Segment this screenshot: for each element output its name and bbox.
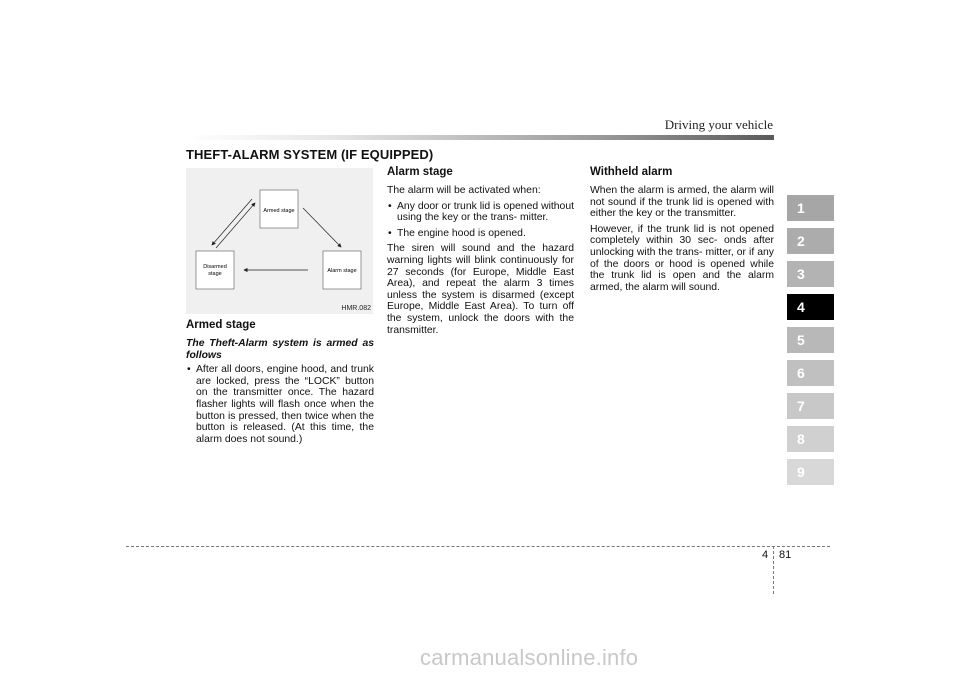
alarm-stage-heading: Alarm stage [387,166,453,178]
footer-chapter-number: 4 [762,549,769,561]
armed-stage-list [186,364,374,445]
chapter-tab-7[interactable]: 7 [787,393,834,419]
header-rule [186,135,774,140]
alarm-stage-diagram [186,168,373,314]
withheld-alarm-heading: Withheld alarm [590,166,673,178]
footer-divider [773,546,774,594]
arrow-disarmed-to-armed [216,203,255,248]
alarm-stage-list [387,201,574,240]
withheld-alarm-column [590,165,774,297]
chapter-tab-9[interactable]: 9 [787,459,834,485]
arrow-armed-to-disarmed [212,199,252,245]
alarm-stage-body: The siren will sound and the hazard warning lights will blink continuously for 27 seconds (for Europe, Middle East Area), and repeat the alarm 3 times unless the system is disarmed (except Europe, Middle East Area). To turn off the system, unlock the doors with the transmitter. [387,243,574,336]
armed-stage-column [186,318,374,449]
alarm-stage-label: Alarm stage [327,268,357,274]
footer-rule [126,546,830,547]
list-item: • After all doors, engine hood, and trunk are locked, press the “LOCK” button on the transmitter once. The hazard flasher lights will flash once when the button is pressed, then twice when the button is released. (At this time, the alarm does not sound.) [186,364,374,445]
chapter-tab-4-active[interactable]: 4 [787,294,834,320]
list-item: • The engine hood is opened. [387,228,574,240]
arrow-armed-to-alarm [303,208,341,247]
chapter-tab-8[interactable]: 8 [787,426,834,452]
chapter-tab-2[interactable]: 2 [787,228,834,254]
withheld-alarm-paragraph-2: However, if the trunk lid is not opened completely within 30 sec- onds after unlocking with the trans- mitter, or if any of the doors or hood is opened while the trunk lid is open and the alarm armed, the alarm will sound. [590,223,774,293]
disarmed-stage-label-2: stage [208,271,222,277]
footer-page-number: 81 [779,549,792,561]
armed-stage-label: Armed stage [263,208,295,214]
chapter-tab-1[interactable]: 1 [787,195,834,221]
armed-stage-heading: Armed stage [186,319,256,331]
watermark: carmanualsonline.info [420,645,639,670]
withheld-alarm-paragraph-1: When the alarm is armed, the alarm will not sound if the trunk lid is opened with either the key or the transmitter. [590,185,774,220]
section-title: THEFT-ALARM SYSTEM (IF EQUIPPED) [186,147,434,162]
diagram-graphic [186,168,373,314]
chapter-tab-3[interactable]: 3 [787,261,834,287]
chapter-tabs [787,195,834,492]
alarm-stage-intro: The alarm will be activated when: [387,185,541,196]
running-header: Driving your vehicle [664,117,773,132]
armed-stage-subheading: The Theft-Alarm system is armed as follows [186,338,374,361]
chapter-tab-6[interactable]: 6 [787,360,834,386]
disarmed-stage-label-1: Disarmed [203,264,227,270]
disarmed-stage-box [196,251,234,289]
chapter-tab-5[interactable]: 5 [787,327,834,353]
alarm-stage-column [387,165,574,340]
list-item: • Any door or trunk lid is opened without using the key or the trans- mitter. [387,201,574,224]
figure-code: HMR.082 [341,305,371,312]
